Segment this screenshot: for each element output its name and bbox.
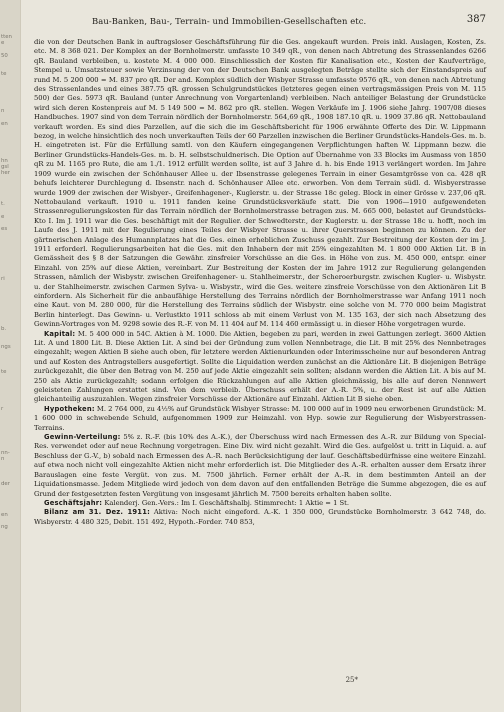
balance-sheet-text: Aktiva: Noch nicht eingeford. A.-K. 1 350 000, Grundstücke Bornholmerstr. 3 642 748, do. Wisbyerstr. 4 480 325, Debit. 151 492, Hypoth.-Forder. 740 853, (34, 508, 486, 526)
capital-text: M. 5 400 000 in 54C. Aktien à M. 1000. Die Aktien, begeben zu pari, werden in zwei Gattungen zerlegt. 3600 Aktien Lit. A und 1800 Lit. B. Diese Aktien Lit. A sind bei der Gründung zum vollen Nennbetrage, die Lit. B mit 25% des Nennbetrages eingezahlt; wegen Aktien B siehe auch oben, für letztere werden Aktienurkunden oder Interimsscheine nur auf besonderen Antrag und auf Kosten des Antragstellers ausgefertigt. Sollte die Liquidation werden zunächst an die Aktionäre Lit. B diejenigen Beträge zurückgezahlt, die über den Betrag von M. 250 auf jede Aktie eingezahlt sein sollten; alsdann werden die Aktien Lit. A bis auf M. 250 als Aktie zurückgezahlt; sodann erfolgen die Rückzahlungen auf alle Aktien gleichmässig, bis alle auf deren Nennwert geleisteten Zahlungen erstattet sind. Von dem verbleib. Überschuss erhält der A.-R. 5%, u. der Rest ist auf alle Aktien gleichanteilig auszuzahlen. Wegen zinsfreier Vorschüsse der Aktionäre auf Einzahl. Aktien Lit B siehe oben. (34, 329, 486, 404)
adjacent-page-fragments: tten e 50 te n en hn gsl her t. e es ri b. ngs te r nn- n der en ng (1, 34, 12, 531)
running-header: Bau-Banken, Bau-, Terrain- und Immobilien-Gesellschaften etc. (92, 16, 367, 26)
mortgages-text: M. 2 764 000, zu 4½% auf Grundstück Wisbyer Strasse: M. 100 000 auf in 1909 neu erworbenen Grundstück: M. 1 600 000 in schwebende Schuld, aufgenommen 1909 zur Heimzahl. von Hyp. sowie zur Regulierung der Wisbyerstrassen-Terrains. (34, 404, 486, 432)
article-body (34, 38, 486, 527)
paragraph-profit-distribution (34, 433, 486, 499)
signature-mark: 25* (345, 676, 358, 684)
fiscal-year-text: Kalenderj. Gen.-Vers.: Im I. Geschäftshalbj. Stimmrecht: 1 Aktie = 1 St. (104, 498, 350, 507)
capital-heading: Kapital: (44, 329, 76, 338)
paragraph-fiscal-year (34, 499, 486, 508)
paragraph-mortgages (34, 405, 486, 433)
adjacent-page-margin (0, 0, 21, 712)
profit-distribution-text: 5% z. R.-F. (bis 10% des A.-K.), der Überschuss wird nach Ermessen des A.-R. zur Bildung von Special-Res. verwendet oder auf neue Rechnung vorgetragen. Eine Div. wird nicht gezahlt. Wird die Ges. aufgelöst u. tritt in Liquid. a. auf Beschluss der G.-V., b) sobald nach Ermessen des A.-R. nach Berücksichtigung der lauf. Geschäftsbedürfnisse eine weitere Einzahl. auf etwa noch nicht voll eingezahlte Aktien nicht mehr erforderlich ist. Die Mitglieder des A.-R. erhalten ausser dem Ersatz ihrer Barauslagen eine feste Vergüt. von zus. M. 7500 jährlich. Ferner erhält der A.-R. in dem bestimmten Anteil an der Liquidationsmasse. Jedem Mitgliede wird jedoch von dem davon auf den entfallenden Beträge die Summe abgezogen, die es auf Grund der festgesetzten festen Vergütung von insgesamt jährlich M. 7500 bereits erhalten haben sollte. (34, 433, 486, 498)
profit-distribution-heading: Gewinn-Verteilung: (44, 433, 121, 442)
mortgages-heading: Hypotheken: (44, 404, 95, 413)
fiscal-year-heading: Geschäftsjahr: (44, 498, 103, 507)
paragraph-balance-sheet (34, 508, 486, 527)
paragraph-capital (34, 330, 486, 405)
balance-sheet-heading: Bilanz am 31. Dez. 1911: (44, 508, 150, 517)
paragraph-history: die von der Deutschen Bank in auftragsloser Geschäftsführung für die Ges. angekauft wurden. Preis inkl. Auslagen, Kosten, Zs. etc. M. 8 368 021. Der Komplex an der Bornholmerstr. umfasste 10 349 qR., von denen nach Abtretung des Strassenlandes 6266 qR. Bauland verbleiben, u. kostete M. 4 000 000. Einschliesslich der Kosten für Kanalisation etc., Kosten der Kaufverträge, Stempel u. Umsatzsteuer sowie Verzinsung der von der Deutschen Bank ausgelegten Beträge stellte sich der Einstandspreis auf rund M. 5 200 000 = M. 837 pro qR. Der and. Komplex südlich der Wisbyer Strasse umfasste 9576 qR., von denen nach Abtretung des Strassenlandes und eines 387.75 qR. grossen Schulgrundstückes (letzteres gegen einen vertragsmässigen Preis von M. 115 500) der Ges. 5973 qR. Bauland (unter Anrechnung von Vorgartenland) verbleiben. Nach anteiliger Belastung der Grundstücke wird sich deren Kostenpreis auf M. 5 149 500 = M. 862 pro qR. stellen. Wegen Verkäufe im J. 1906 siehe Jahrg. 1907/08 dieses Handbuches. 1907 sind von dem Terrain nördlich der Bornholmerstr. 564,69 qR., 1908 187.10 qR. u. 1909 37.86 qR. Nettobauland verkauft worden. Es sind dies Parzellen, auf die sich die im Geschäftsbericht für 1906 erwähnte Offerte des Dir. W. Lippmann bezog, in welche hinsichtlich des noch unverkauften Teils der 60 Parzellen inzwischen die Berliner Grundstücks-Handels-Ges. m. b. H. eingetreten ist. Für die Erfüllung samtl. von den Käufern eingegangenen Verpflichtungen haften W. Lippmann bezw. die Berliner Grundstücks-Handels-Ges. m. b. H. selbstschuldnerisch. Die Option auf Übernahme von 33 Blocks im Ausmass von 1850 qR zu M. 1165 pro Rute, die am 1./1. 1912 erfüllt werden sollte, ist auf 3 Jahre d. h. bis Ende 1913 verlängert worden. Im Jahre 1909 wurde ein zwischen der Schönhauser Allee u. der Ibsenstrasse gelegenes Terrain in einer Gesamtgrösse von ca. 428 qR behufs leichterer Durchlegung d. Ibsenstr. nach d. Schönhauser Allee etc. erworben. Von dem Terrain südl. d. Wisbyerstrasse wurde 1909 der zwischen der Wisbyer-, Greifenhagener-, Kuglerstr. u. der Strasse 18c geleg. Block in einer Grösse v. 237,06 qR. Nettobauland verkauft. 1910 u. 1911 fanden keine Grundstücksverkäufe statt. Die von 1906—1910 aufgewendeten Strassenregulierungskosten für das Terrain nördlich der Bornholmerstrasse betragen zus. M. 665 000, belastet auf Grundstücks-Kto I. Im J. 1911 war die Ges. beschäftigt mit der Regulier. der Schwedterstr., der Kuglerstr. u. der Strasse 18c u. hofft, noch im Laufe des J. 1911 mit der Regulierung eines Teiles der Wisbyer Strasse u. ihrer Querstrassen beginnen zu können. Zu der gärtnerischen Anlage des Humannplatzes hat die Ges. einen erheblichen Zuschuss gezahlt. Zur Bestreitung der Kosten der im J. 1911 erforderl. Regulierungsarbeiten hat die Ges. mit den Inhabern der mit 25% eingezahlten M. 1 800 000 Aktien Lit. B in Gemässheit des § 8 der Satzungen die Gewähr. zinsfreier Vorschüsse an die Ges. in Höhe von zus. M. 450 000, entspr. einer Einzahl. von 25% auf diese Aktien, vereinbart. Zur Bestreitung der Kosten der im Jahre 1912 zur Regulierung gelangenden Strassen, nämlich der Wisbystr. zwischen Greifenhagener- u. Stahlheimerstr., der Scheroerburgstr. zwischen Kugler- u. Wisbystr. u. der Stahlheimerstr. zwischen Carmen Sylva- u. Wisbystr., wird die Ges. weitere zinsfreie Vorschüsse von den Aktionären Lit B einfordern. Als Sicherheit für die anbaufähige Herstellung des Terrains nördlich der Bornholmerstrasse war Anfang 1911 noch eine Kaut. von M. 280 000, für die Herstellung des Terrains südlich der Wisbystr. eine solche von M. 770 000 beim Magistrat Berlin hinterlegt. Das Gewinn- u. Verlustkto 1911 schloss ab mit einem Verlust von M. 135 163, der sich nach Absetzung des Gewinn-Vortrages von M. 9298 sowie des R.-F. von M. 11 404 auf M. 114 460 ermässigt u. in dieser Höhe vorgetragen wurde. (34, 38, 486, 329)
page-number: 387 (466, 14, 486, 25)
